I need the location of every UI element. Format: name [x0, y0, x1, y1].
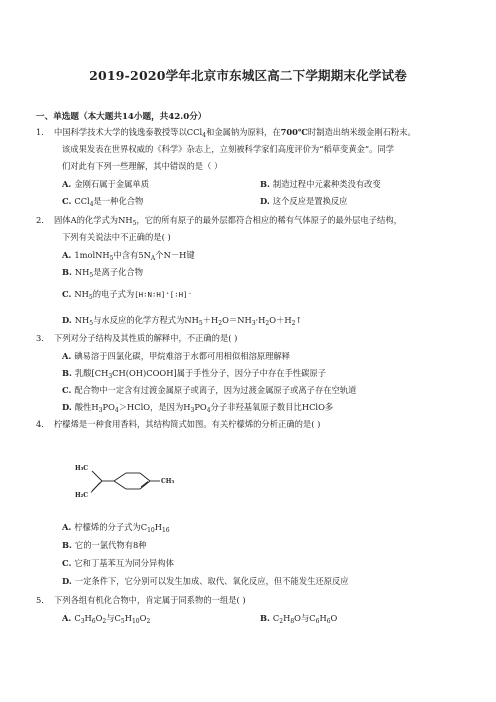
q4-line1: 4. 柠檬烯是一种食用香料，其结构简式如图。有关柠檬烯的分析正确的是( ): [36, 419, 321, 429]
q2-option-d[interactable]: D. $NH_5$与水反应的化学方程式为$NH_5+H_2O=NH_3\cdot H_2O+H_2↑$: [62, 315, 303, 327]
q2-option-a[interactable]: A. 1molNH$_5$中含有$5N_A$个N－H键: [62, 250, 195, 262]
q1-option-c[interactable]: C. CCl$_4$是一种化合物: [62, 196, 144, 208]
struct-label-h3c: H₃C: [75, 465, 89, 472]
q3-line1: 3. 下列对分子结构及其性质的解释中，不正确的是( ): [36, 333, 238, 343]
q5-line1: 5. 下列各组有机化合物中，肯定属于同系物的一组是( ): [36, 595, 246, 605]
q4-option-a[interactable]: A. 柠檬烯的分子式为$C_{10}H_{16}$: [62, 522, 170, 534]
q5-option-b[interactable]: B. $C_2H_8O$与$C_6H_6O$: [260, 613, 338, 625]
electron-formula: [H∶N∶H]⁺[∶H]⁻: [134, 290, 193, 299]
q4-option-d[interactable]: D. 一定条件下，它分别可以发生加成、取代、氧化反应，但不能发生还原反应: [62, 576, 349, 586]
q2-option-c[interactable]: C. $NH_5$的电子式为[H∶N∶H]⁺[∶H]⁻: [62, 289, 193, 301]
q5-option-a[interactable]: A. $C_3H_6O_2$与$C_5H_{10}O_2$: [62, 613, 151, 625]
document-title: 2019-2020学年北京市东城区高二下学期期末化学试卷: [89, 68, 407, 83]
q1-option-d[interactable]: D. 这个反应是置换反应: [260, 196, 348, 206]
q4-option-c[interactable]: C. 它和丁基苯互为同分异构体: [62, 558, 174, 568]
q1-line1: 1. 中国科学技术大学的钱逸泰教授等以CCl$_4$和金属钠为原料，在700℃时制造出纳米级金刚石粉末。: [36, 127, 416, 139]
q3-option-b[interactable]: B. 乳酸$[CH_3CH(OH)COOH]$属于手性分子，因分子中存在手性碳原子: [62, 368, 327, 380]
q1-number: 1.: [36, 127, 44, 137]
q2-line2: 下列有关说法中不正确的是( ): [62, 232, 171, 242]
q3-option-d[interactable]: D. 酸性$H_3PO_4>HClO$，是因为$H_3PO_4$分子非羟基氧原子数目比HClO多: [62, 402, 334, 414]
q2-line1: 2. 固体A的化学式为$NH_5$，它的所有原子的最外层都符合相应的稀有气体原子的最外层电子结构，: [36, 215, 402, 227]
struct-label-ch3: CH₃: [161, 478, 174, 485]
section-heading: 一、单选题（本大题共14小题，共42.0分）: [36, 112, 207, 122]
q1-option-b[interactable]: B. 制造过程中元素种类没有改变: [260, 179, 381, 189]
q4-option-b[interactable]: B. 它的一氯代物有8种: [62, 540, 147, 550]
q1-line2: 该成果发表在世界权威的《科学》杂志上，立刻被科学家们高度评价为“稻草变黄金”。同学: [62, 144, 395, 154]
q3-option-c[interactable]: C. 配合物中一定含有过渡金属原子或离子，因为过渡金属原子或离子存在空轨道: [62, 385, 357, 395]
q1-line3: 们对此有下列一些理解，其中错误的是（ ）: [62, 161, 223, 171]
q3-option-a[interactable]: A. 碘易溶于四氯化碳，甲烷难溶于水都可用相似相溶原理解释: [62, 351, 291, 361]
q1-option-a[interactable]: A. 金刚石属于金属单质: [62, 179, 150, 189]
q2-option-b[interactable]: B. $NH_5$是离子化合物: [62, 267, 144, 279]
limonene-structure: [74, 451, 174, 511]
struct-label-h2c: H₂C: [75, 492, 89, 499]
